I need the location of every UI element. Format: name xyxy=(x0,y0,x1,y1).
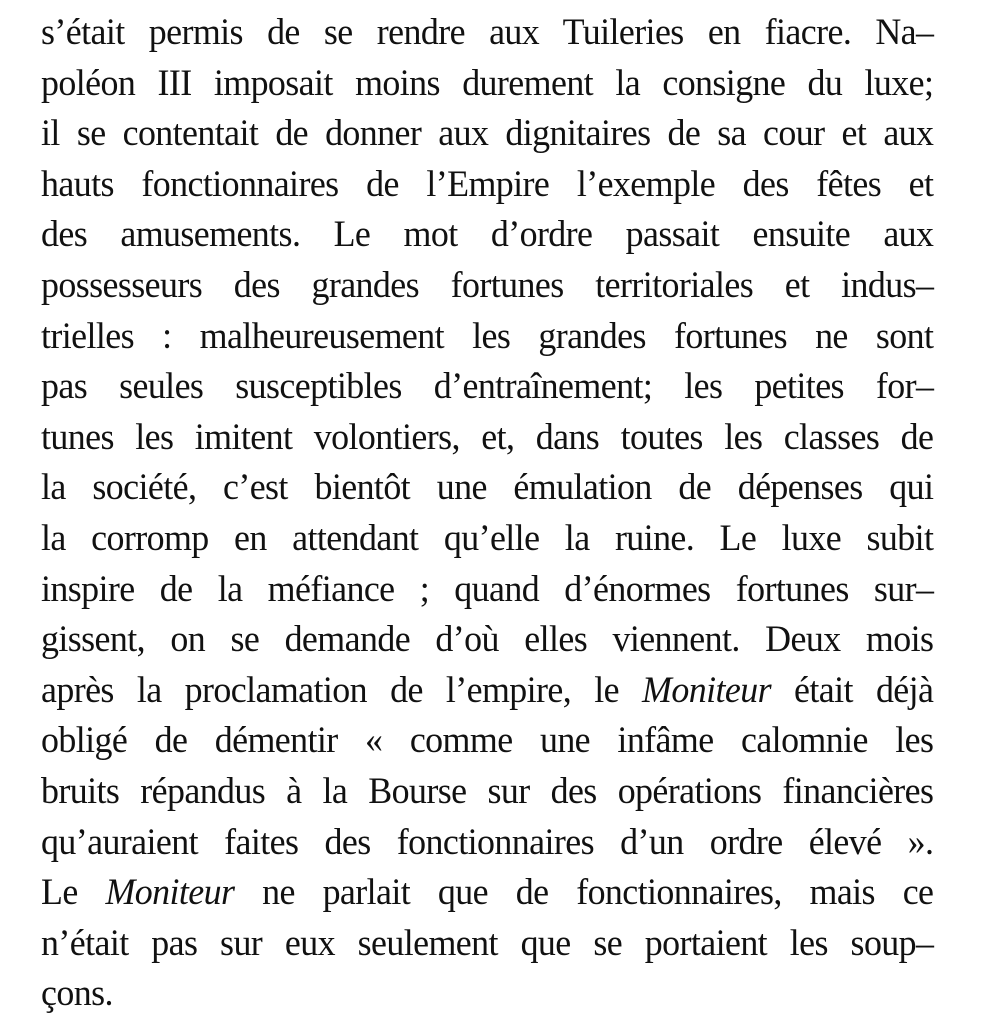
paragraph xyxy=(41,8,934,1020)
text-line xyxy=(41,919,933,970)
text-line xyxy=(41,109,933,160)
text-run: qu’auraient faites des fonctionnaires d’un ordre élevé ». xyxy=(41,821,934,863)
text-run: était déjà xyxy=(770,669,934,711)
text-line xyxy=(41,615,933,666)
text-line xyxy=(41,514,933,565)
text-run: des amusements. Le mot d’ordre passait ensuite aux xyxy=(41,214,934,256)
text-run: n’était pas sur eux seulement que se portaient les soup– xyxy=(41,922,934,964)
text-run: Le xyxy=(41,872,106,914)
text-run: trielles : malheureusement les grandes fortunes ne sont xyxy=(41,315,934,357)
text-run: tunes les imitent volontiers, et, dans toutes les classes de xyxy=(41,416,934,458)
text-line xyxy=(41,210,933,261)
text-line xyxy=(41,565,933,616)
text-line xyxy=(41,463,933,514)
text-line xyxy=(41,969,933,1020)
text-line xyxy=(41,362,933,413)
text-line xyxy=(41,413,933,464)
text-line xyxy=(41,261,933,312)
text-line xyxy=(41,818,933,869)
text-line xyxy=(41,767,933,818)
text-run: la corromp en attendant qu’elle la ruine. Le luxe subit xyxy=(41,517,934,559)
text-run: possesseurs des grandes fortunes territoriales et indus– xyxy=(41,264,934,306)
text-line xyxy=(41,59,933,110)
text-line xyxy=(41,8,933,59)
italic-title: Moniteur xyxy=(642,669,771,711)
text-run: hauts fonctionnaires de l’Empire l’exemple des fêtes et xyxy=(41,163,934,205)
text-run: ne parlait que de fonctionnaires, mais ce xyxy=(234,872,934,914)
book-page-text xyxy=(41,8,934,1020)
text-line xyxy=(41,312,933,363)
text-run: la société, c’est bientôt une émulation de dépenses qui xyxy=(41,467,934,509)
text-run: s’était permis de se rendre aux Tuileries en fiacre. Na– xyxy=(41,12,934,53)
text-line xyxy=(41,716,933,767)
text-run: après la proclamation de l’empire, le xyxy=(41,669,643,711)
text-run: gissent, on se demande d’où elles viennent. Deux mois xyxy=(41,619,934,661)
text-run: pas seules susceptibles d’entraînement; les petites for– xyxy=(41,366,934,408)
text-run: obligé de démentir « comme une infâme calomnie les xyxy=(41,720,934,762)
italic-title: Moniteur xyxy=(105,872,235,914)
text-run: poléon III imposait moins durement la consigne du luxe; xyxy=(41,62,934,104)
text-line xyxy=(41,868,933,919)
text-run: inspire de la méfiance ; quand d’énormes fortunes sur– xyxy=(41,568,934,610)
text-run: il se contentait de donner aux dignitaires de sa cour et aux xyxy=(41,113,934,155)
text-line xyxy=(41,160,933,211)
text-run: bruits répandus à la Bourse sur des opérations financières xyxy=(41,770,934,812)
text-run: çons. xyxy=(41,973,113,1015)
text-line xyxy=(41,666,933,717)
